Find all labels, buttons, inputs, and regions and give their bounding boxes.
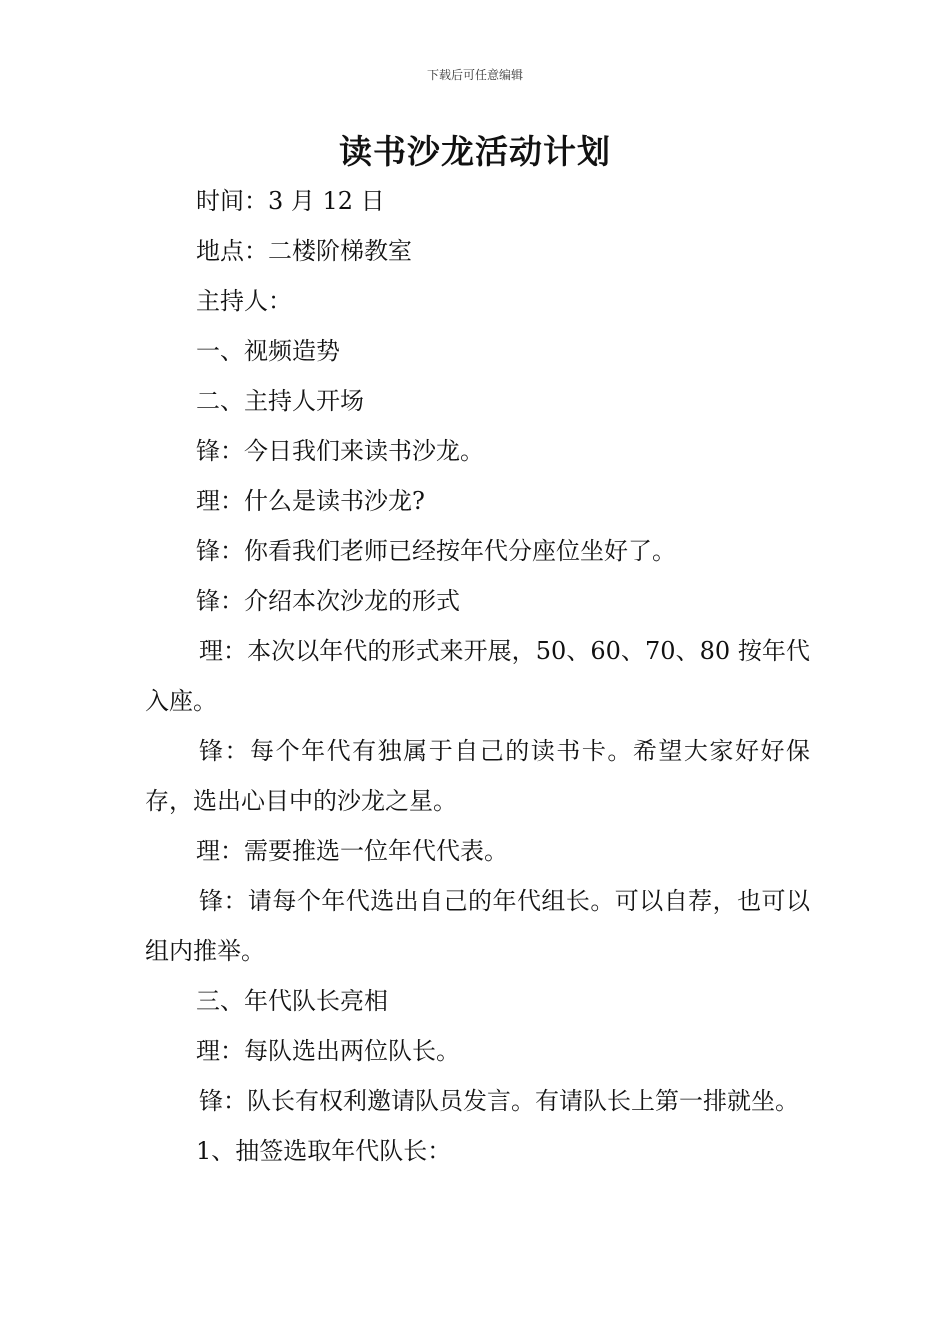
section-heading-2: 二、主持人开场 bbox=[196, 387, 364, 415]
dialogue-line: 理：本次以年代的形式来开展，50、60、70、80 按年代入座。 bbox=[145, 637, 810, 715]
paragraph-host: 主持人： bbox=[196, 287, 292, 315]
paragraph-time: 时间：3 月 12 日 bbox=[196, 187, 385, 215]
dialogue-line: 理：什么是读书沙龙? bbox=[196, 487, 425, 515]
dialogue-line: 锋：队长有权利邀请队员发言。有请队长上第一排就坐。 bbox=[199, 1087, 799, 1115]
header-note: 下载后可任意编辑 bbox=[426, 68, 523, 82]
dialogue-line: 锋：你看我们老师已经按年代分座位坐好了。 bbox=[196, 537, 676, 565]
document-title: 读书沙龙活动计划 bbox=[339, 132, 611, 171]
dialogue-line: 理：每队选出两位队长。 bbox=[196, 1037, 460, 1065]
dialogue-line: 理：需要推选一位年代代表。 bbox=[196, 837, 508, 865]
dialogue-line: 锋：介绍本次沙龙的形式 bbox=[196, 587, 460, 615]
dialogue-line: 锋：今日我们来读书沙龙。 bbox=[196, 437, 484, 465]
paragraph-location: 地点：二楼阶梯教室 bbox=[196, 237, 412, 265]
dialogue-line: 锋：每个年代有独属于自己的读书卡。希望大家好好保存，选出心目中的沙龙之星。 bbox=[145, 737, 810, 815]
document-body bbox=[145, 176, 810, 1176]
list-item: 1、抽签选取年代队长： bbox=[196, 1137, 452, 1165]
section-heading-1: 一、视频造势 bbox=[196, 337, 340, 365]
section-heading-3: 三、年代队长亮相 bbox=[196, 987, 388, 1015]
dialogue-line: 锋：请每个年代选出自己的年代组长。可以自荐，也可以组内推举。 bbox=[145, 887, 810, 965]
